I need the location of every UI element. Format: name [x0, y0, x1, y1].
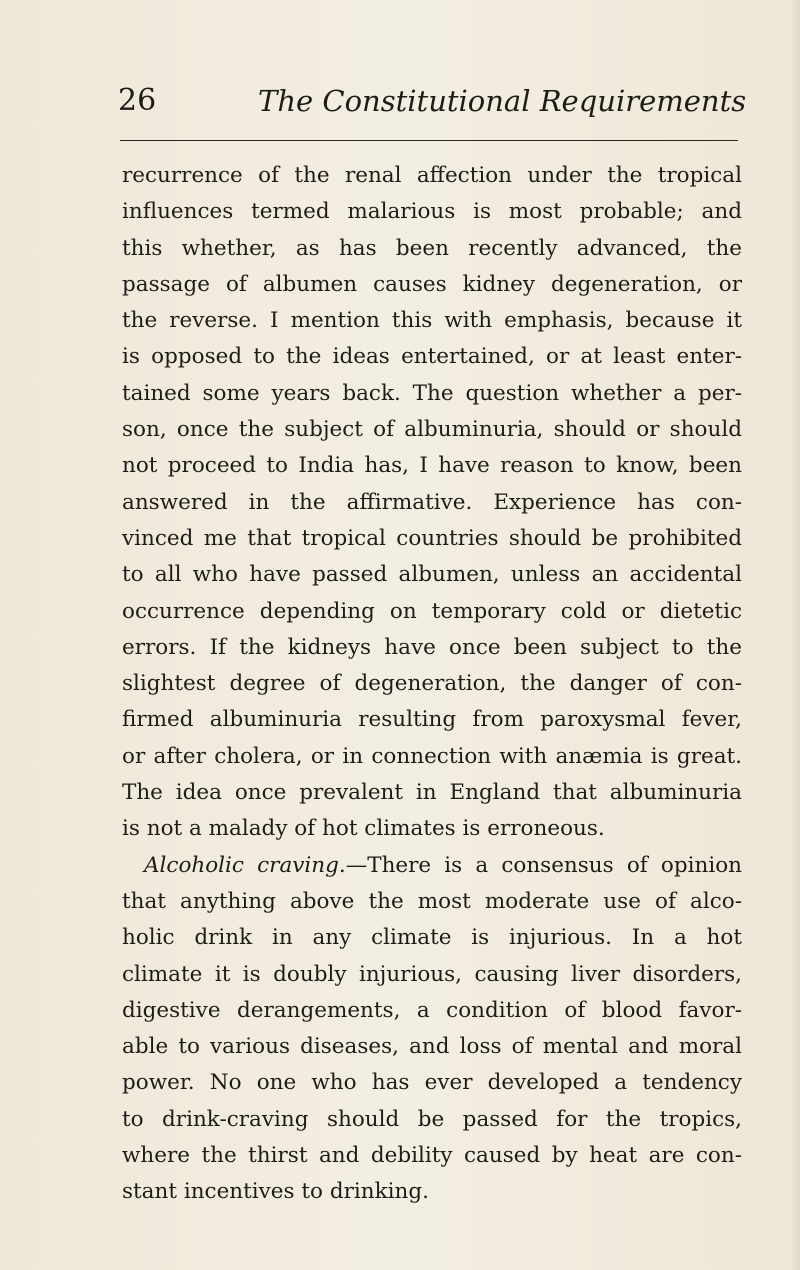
text-line: son, once the subject of albuminuria, should or should: [122, 417, 742, 443]
text-line: occurrence depending on temporary cold or dietetic: [122, 598, 742, 624]
body-text: [122, 158, 742, 1211]
page-edge-shadow: [790, 0, 800, 1270]
text-line: to all who have passed albumen, unless an accidental: [122, 562, 742, 588]
text-line: able to various diseases, and loss of mental and moral: [122, 1034, 742, 1060]
text-line: passage of albumen causes kidney degeneration, or: [122, 271, 742, 297]
text-line: tained some years back. The question whether a per-: [122, 380, 742, 406]
text-line: firmed albuminuria resulting from paroxysmal fever,: [122, 707, 742, 733]
text-line: is not a malady of hot climates is erroneous.: [122, 816, 605, 842]
text-line: errors. If the kidneys have once been subject to the: [122, 634, 742, 660]
text-line: not proceed to India has, I have reason to know, been: [122, 453, 742, 479]
text-line: or after cholera, or in connection with anæmia is great.: [122, 743, 742, 769]
text-line: to drink-craving should be passed for the tropics,: [122, 1106, 742, 1132]
text-line: where the thirst and debility caused by heat are con-: [122, 1143, 742, 1169]
text-line: slightest degree of degeneration, the danger of con-: [122, 671, 742, 697]
text-line: that anything above the most moderate use of alco-: [122, 888, 742, 914]
text-line: vinced me that tropical countries should be prohibited: [122, 525, 742, 551]
text-line: answered in the affirmative. Experience has con-: [122, 489, 742, 515]
text-line-last: stant incentives to drinking.: [122, 1179, 429, 1205]
text-line: power. No one who has ever developed a tendency: [122, 1070, 742, 1096]
text-line: this whether, as has been recently advanced, the: [122, 235, 742, 261]
text-line: recurrence of the renal affection under the tropical: [122, 163, 742, 188]
text-line: the reverse. I mention this with emphasis, because it: [122, 308, 742, 334]
section-heading: Alcoholic craving.: [144, 852, 346, 878]
text-line: The idea once prevalent in England that albuminuria: [122, 780, 742, 806]
text-line: climate it is doubly injurious, causing liver disorders,: [122, 961, 742, 987]
text-line: influences termed malarious is most probable; and: [122, 199, 742, 225]
text-line: digestive derangements, a condition of blood favor-: [122, 997, 742, 1023]
text-line: holic drink in any climate is injurious. In a hot: [122, 925, 742, 951]
header-rule: [120, 140, 738, 141]
text-line: is opposed to the ideas entertained, or at least enter-: [122, 344, 742, 370]
section-first-line-rest: —There is a consensus of opinion: [345, 852, 742, 878]
section-first-line: [122, 848, 742, 884]
running-title: The Constitutional Requirements: [258, 84, 747, 118]
page-header: [0, 0, 800, 140]
page-number: 26: [118, 83, 157, 118]
